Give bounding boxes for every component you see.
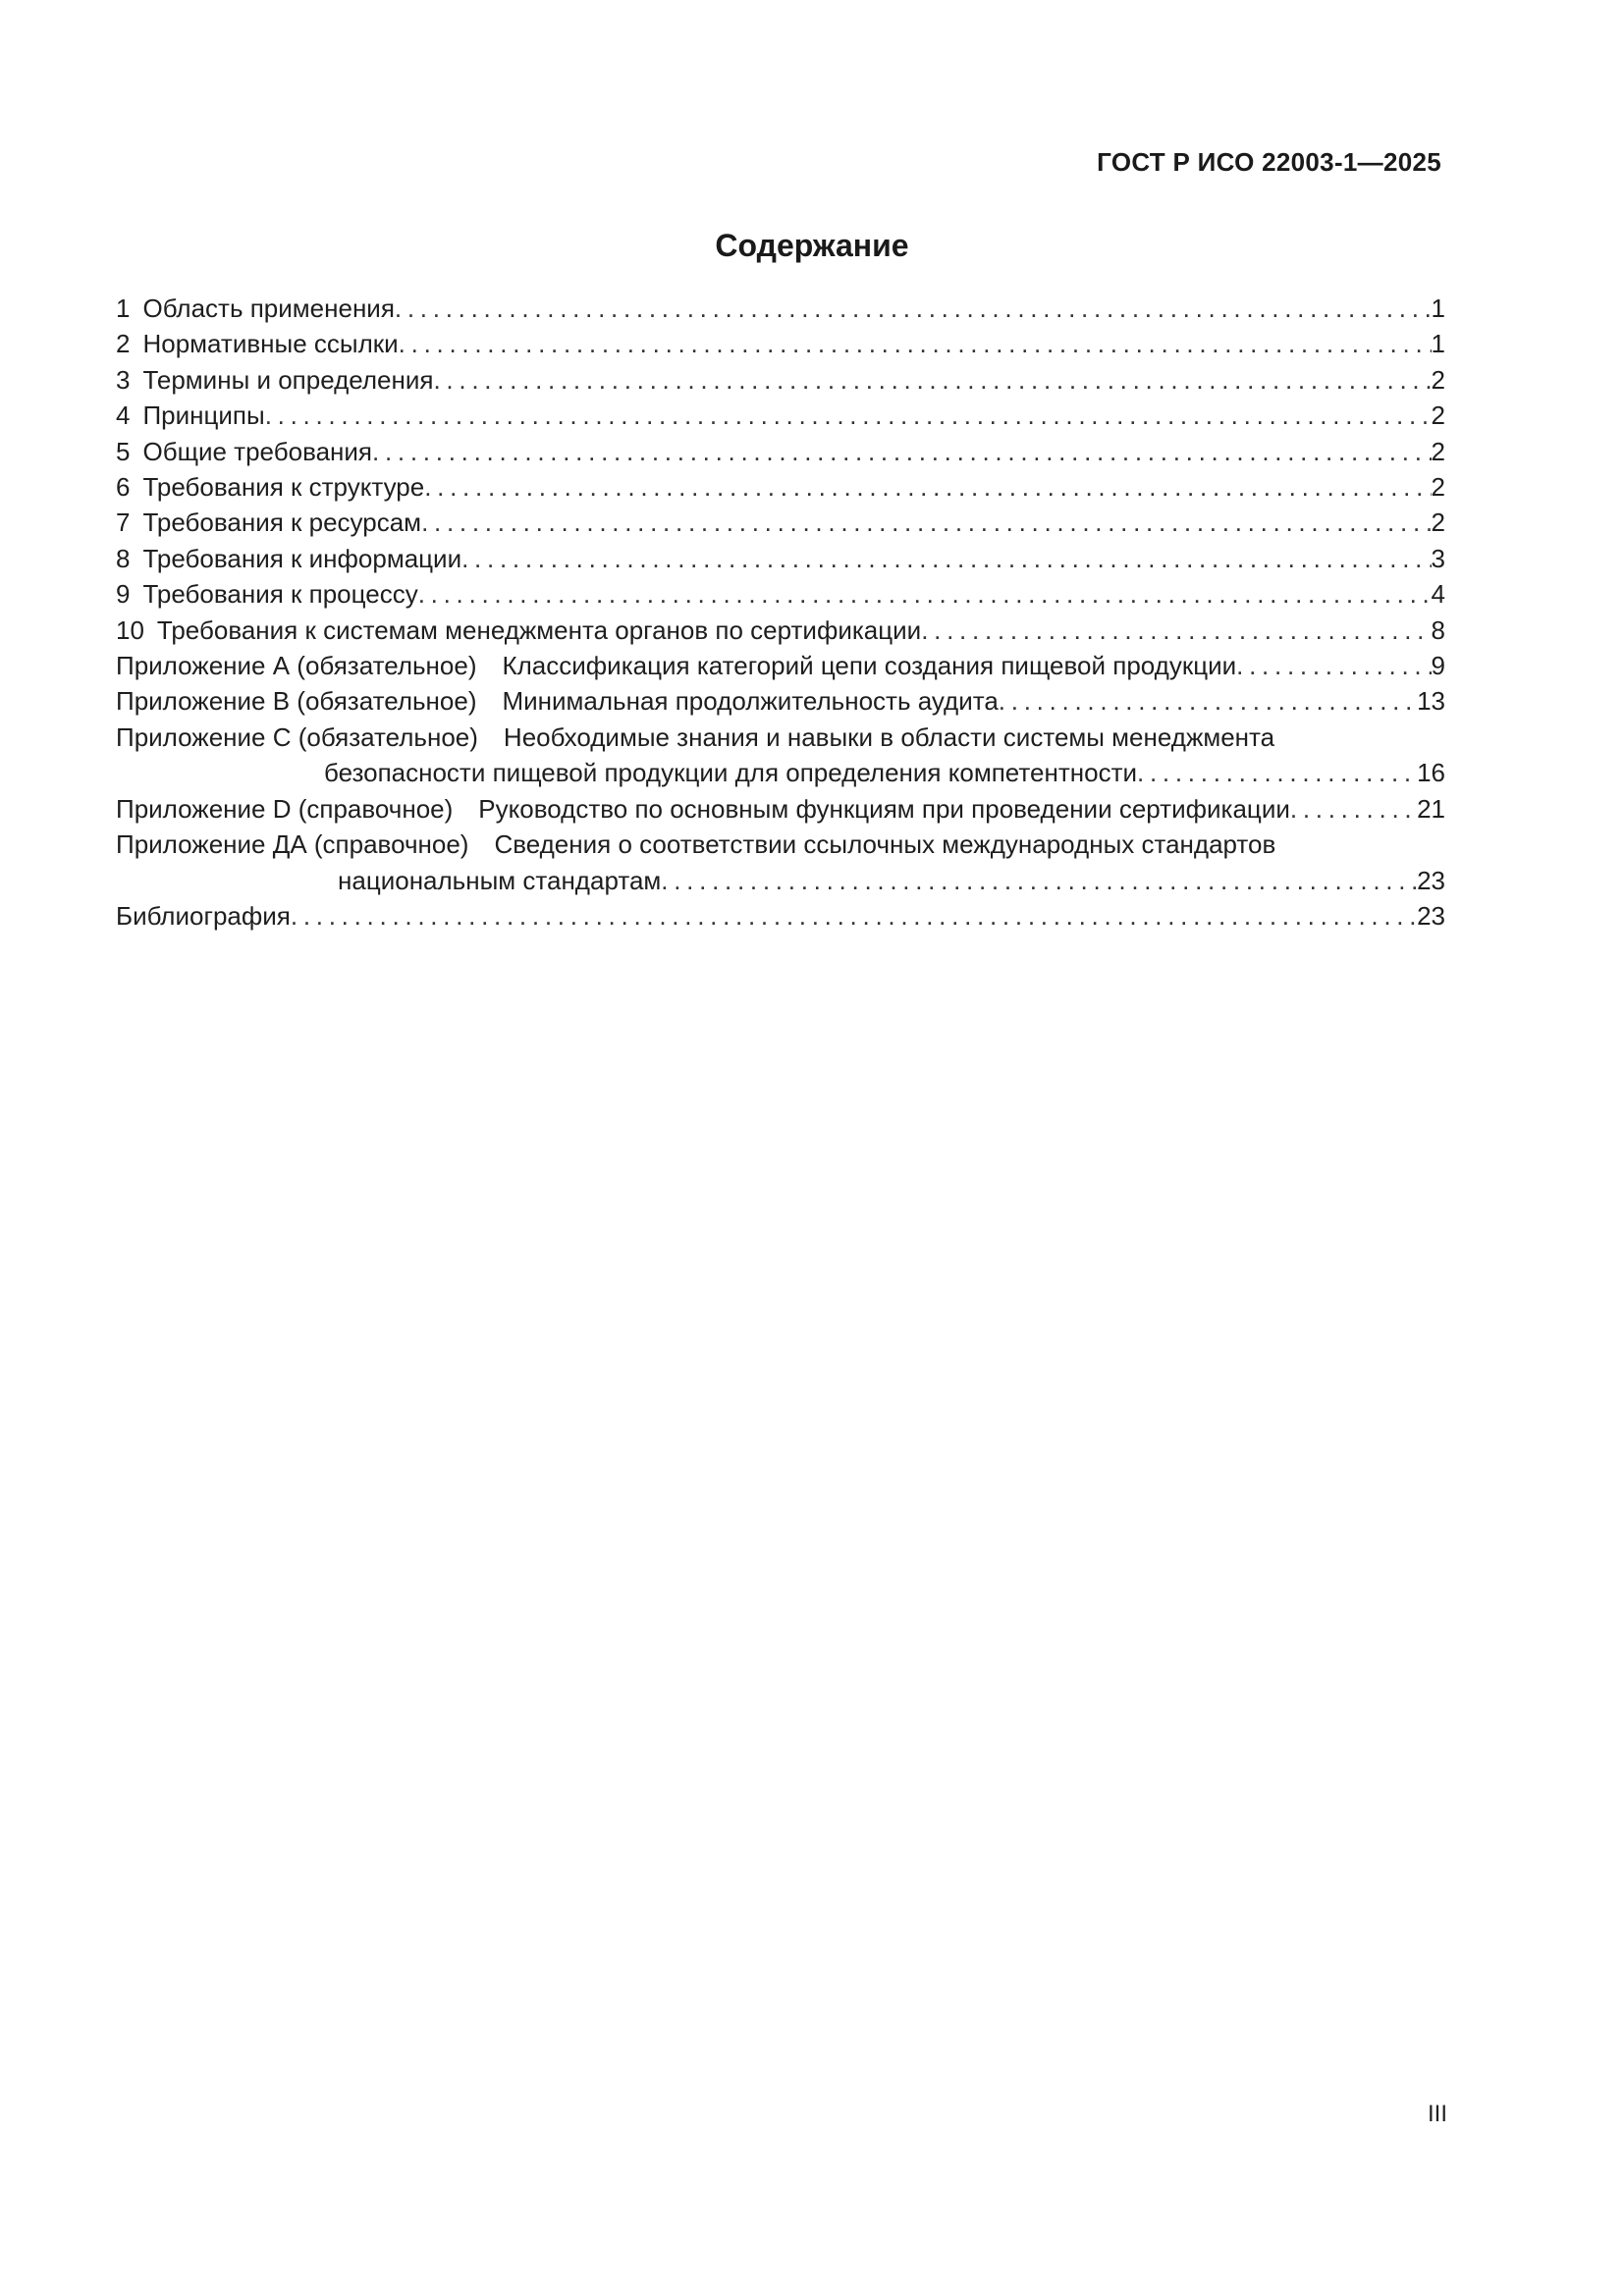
appendix-label: Приложение С (обязательное)	[116, 721, 478, 752]
toc-entry[interactable]	[116, 291, 1445, 326]
toc-entry-page: 2	[1431, 507, 1445, 538]
toc-entry[interactable]	[116, 398, 1445, 433]
toc-entry[interactable]	[116, 613, 1445, 648]
toc-entry-page: 8	[1431, 614, 1445, 645]
toc-entry-page: 2	[1431, 472, 1445, 503]
dot-leader	[461, 541, 1431, 576]
toc-entry-title: Требования к системам менеджмента органов по сертификации	[156, 614, 922, 645]
toc-entry[interactable]	[116, 469, 1445, 505]
appendix-label: Приложение А (обязательное)	[116, 651, 477, 681]
dot-leader	[1290, 791, 1417, 827]
toc-entry-title: Минимальная продолжительность аудита	[502, 686, 999, 717]
dot-leader	[291, 898, 1417, 934]
toc-entry-title: Общие требования	[142, 436, 373, 466]
appendix-label: Приложение ДА (справочное)	[116, 829, 469, 860]
dot-leader	[1137, 755, 1417, 790]
toc-entry[interactable]	[116, 326, 1445, 361]
toc-entry-bibliography[interactable]	[116, 898, 1445, 934]
toc-entry-title: Область применения	[142, 294, 395, 323]
toc-entry-page: 16	[1417, 758, 1445, 788]
toc-entry-page: 21	[1417, 793, 1445, 824]
toc-title: Содержание	[715, 228, 909, 263]
toc-entry-page: 3	[1431, 543, 1445, 573]
toc-entry-page: 2	[1431, 364, 1445, 395]
dot-leader	[433, 362, 1431, 398]
toc-entry-title: Требования к ресурсам	[142, 507, 422, 538]
toc-entry-page: 2	[1431, 400, 1445, 431]
toc-entry-appendix[interactable]	[116, 683, 1445, 719]
toc-entry-number: 4	[116, 400, 131, 431]
toc-entry[interactable]	[116, 541, 1445, 576]
toc-entry[interactable]	[116, 576, 1445, 612]
dot-leader	[424, 469, 1431, 505]
toc-entry-page: 1	[1431, 329, 1445, 359]
toc-entry-page: 23	[1417, 865, 1445, 895]
toc-entry-page: 4	[1431, 579, 1445, 610]
toc-entry-title: Требования к процессу	[142, 579, 418, 610]
dot-leader	[661, 863, 1417, 898]
toc-entry-title: Библиография	[116, 900, 291, 931]
toc-entry-page: 13	[1417, 686, 1445, 717]
toc-entry-title: Требования к информации	[142, 543, 462, 573]
toc-entry-number: 10	[116, 614, 144, 645]
toc-entry-number: 8	[116, 543, 131, 573]
table-of-contents	[116, 291, 1445, 934]
page-number: III	[1427, 2101, 1447, 2127]
toc-entry-number: 1	[116, 294, 131, 323]
toc-entry[interactable]	[116, 434, 1445, 469]
toc-entry-number: 5	[116, 436, 131, 466]
dot-leader	[399, 326, 1432, 361]
appendix-label: Приложение В (обязательное)	[116, 686, 477, 717]
toc-entry[interactable]	[116, 362, 1445, 398]
toc-entry-number: 7	[116, 507, 131, 538]
toc-entry-title: Принципы	[142, 400, 265, 431]
toc-entry-title: Необходимые знания и навыки в области системы менеджмента	[503, 721, 1275, 752]
toc-entry[interactable]	[116, 505, 1445, 540]
toc-entry-page: 1	[1431, 294, 1445, 323]
toc-entry-number: 9	[116, 579, 131, 610]
toc-entry-number: 2	[116, 329, 131, 359]
toc-entry-title: Требования к структуре	[142, 472, 425, 503]
toc-entry-appendix[interactable]	[116, 720, 1445, 791]
document-code: ГОСТ Р ИСО 22003-1—2025	[1097, 147, 1441, 177]
toc-entry-title-continued: безопасности пищевой продукции для определения компетентности	[324, 758, 1138, 788]
toc-entry-page: 2	[1431, 436, 1445, 466]
dot-leader	[421, 505, 1431, 540]
dot-leader	[395, 291, 1432, 326]
toc-entry-title: Классификация категорий цепи создания пищевой продукции	[502, 651, 1237, 681]
appendix-label: Приложение D (справочное)	[116, 793, 454, 824]
toc-entry-appendix[interactable]	[116, 648, 1445, 683]
dot-leader	[265, 398, 1432, 433]
dot-leader	[1236, 648, 1431, 683]
toc-entry-page: 9	[1431, 651, 1445, 681]
dot-leader	[418, 576, 1432, 612]
dot-leader	[372, 434, 1432, 469]
dot-leader	[999, 683, 1417, 719]
toc-entry-title: Нормативные ссылки	[142, 329, 399, 359]
toc-entry-appendix[interactable]	[116, 827, 1445, 898]
toc-entry-title-continued: национальным стандартам	[338, 865, 662, 895]
dot-leader	[921, 613, 1431, 648]
toc-entry-title: Руководство по основным функциям при проведении сертификации	[478, 793, 1290, 824]
toc-entry-number: 3	[116, 364, 131, 395]
toc-entry-title: Сведения о соответствии ссылочных международных стандартов	[494, 829, 1276, 860]
toc-entry-page: 23	[1417, 900, 1445, 931]
toc-entry-number: 6	[116, 472, 131, 503]
toc-entry-appendix[interactable]	[116, 791, 1445, 827]
toc-entry-title: Термины и определения	[142, 364, 434, 395]
